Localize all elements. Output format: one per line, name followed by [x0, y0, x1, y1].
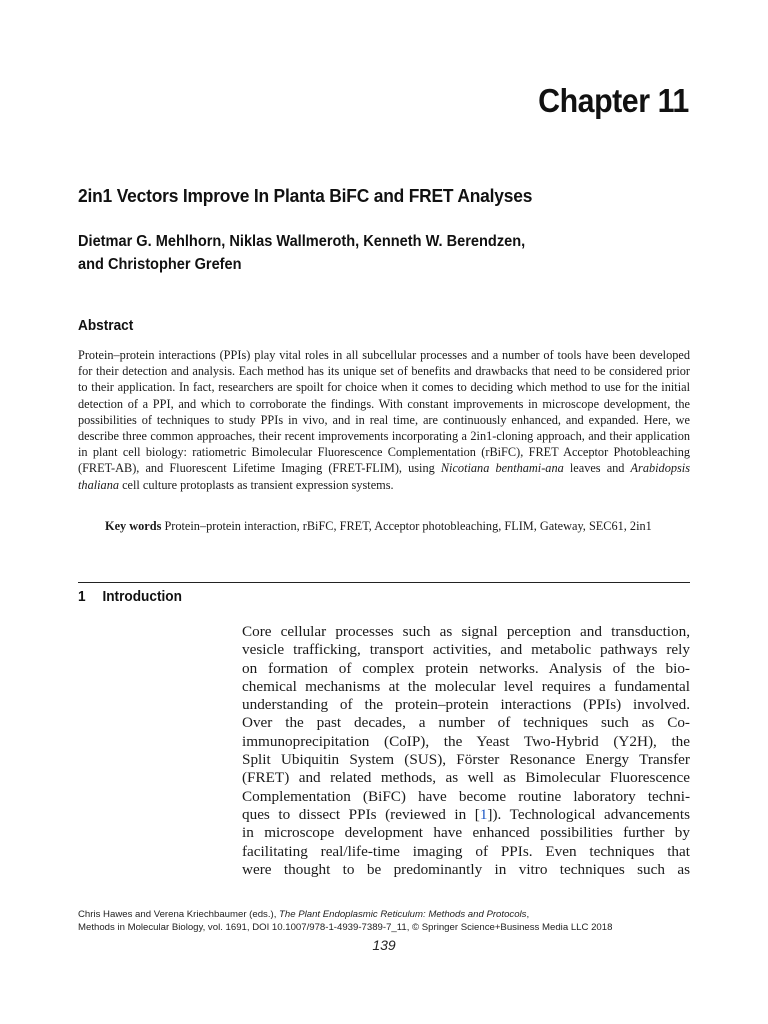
- text-line: Split Ubiquitin System (SUS), Förster Resonance Energy Transfer: [242, 751, 690, 769]
- abstract-text: Protein–protein interactions (PPIs) play vital roles in all subcellular processes and a number of tools have been developed for their detection and analysis. Each method has its unique set of benefits and drawbacks that need to be considered prior to their application. In fact, researchers are spoilt for choice when it comes to deciding which method to use for the initial detection of a PPI, and which to corroborate the findings. With constant improvements in microscope development, the possibilities of techniques to study PPIs in vivo, and in real time, are continuously enhanced, and expanded. Here, we describe three common approaches, their recent improvements incorporating a 2in1-cloning approach, and their application in plant cell biology: ratiometric Bimolecular Fluorescence Complementation (rBiFC), FRET Acceptor Photobleaching (FRET-AB), and Fluorescent Lifetime Imaging (FRET-FLIM), using: [78, 348, 690, 476]
- page-number: 139: [372, 937, 396, 953]
- text-line: (FRET) and related methods, as well as Bimolecular Fluorescence: [242, 769, 690, 787]
- text-line: were thought to be predominantly in vitro techniques such as: [242, 860, 690, 878]
- footnote-text: ,: [526, 909, 530, 920]
- text-line: [242, 806, 690, 824]
- abstract-body: [78, 347, 690, 493]
- text-line: chemical mechanisms at the molecular level requires a fundamental: [242, 677, 690, 695]
- book-title: The Plant Endoplasmic Reticulum: Methods and Protocols: [279, 909, 527, 920]
- text-fragment: ques to dissect PPIs (reviewed in [: [242, 805, 480, 823]
- author-list: [78, 230, 661, 276]
- footnote-text: Chris Hawes and Verena Kriechbaumer (eds.),: [78, 909, 280, 920]
- abstract-text: leaves and: [563, 461, 631, 476]
- keywords-label: Key words: [105, 519, 162, 533]
- keywords: [105, 518, 690, 535]
- section-divider: [78, 582, 690, 583]
- species-name: Arabidopsis thaliana: [78, 461, 690, 492]
- introduction-body: [242, 623, 690, 879]
- text-line: immunoprecipitation (CoIP), the Yeast Two-Hybrid (Y2H), the: [242, 732, 690, 750]
- keywords-text: Protein–protein interaction, rBiFC, FRET, Acceptor photobleaching, FLIM, Gateway, SEC61, 2in1: [164, 519, 652, 533]
- text-line: Complementation (BiFC) have become routine laboratory techni-: [242, 787, 690, 805]
- text-fragment: ]). Technological advancements: [487, 805, 690, 823]
- abstract-heading: Abstract: [78, 318, 134, 334]
- text-line: facilitating real/life-time imaging of PPIs. Even techniques that: [242, 842, 690, 860]
- text-line: Core cellular processes such as signal perception and transduction,: [242, 623, 690, 640]
- text-line: in microscope development have enhanced possibilities further by: [242, 824, 690, 842]
- text-line: vesicle trafficking, transport activities, and metabolic pathways rely: [242, 641, 690, 659]
- footnote-line: Methods in Molecular Biology, vol. 1691, DOI 10.1007/978-1-4939-7389-7_11, © Springer Science+Business Media LLC 2018: [78, 921, 613, 933]
- chapter-label: Chapter 11: [538, 82, 689, 119]
- footnote: [78, 909, 698, 934]
- footnote-line: [78, 909, 698, 922]
- author-line: and Christopher Grefen: [78, 256, 242, 273]
- species-name: Nicotiana benthami-ana: [440, 461, 564, 476]
- section-heading: [78, 589, 182, 605]
- text-line: understanding of the protein–protein interactions (PPIs) involved.: [242, 696, 690, 714]
- text-line: Over the past decades, a number of techniques such as Co-: [242, 714, 690, 732]
- chapter-title: 2in1 Vectors Improve In Planta BiFC and FRET Analyses: [78, 185, 533, 206]
- section-number: 1: [78, 589, 86, 605]
- abstract-text: cell culture protoplasts as transient expression systems.: [119, 477, 394, 492]
- text-line: on formation of complex protein networks. Analysis of the bio-: [242, 659, 690, 677]
- author-line: Dietmar G. Mehlhorn, Niklas Wallmeroth, Kenneth W. Berendzen,: [78, 233, 526, 250]
- section-title: Introduction: [102, 589, 182, 605]
- citation-link[interactable]: 1: [479, 805, 488, 823]
